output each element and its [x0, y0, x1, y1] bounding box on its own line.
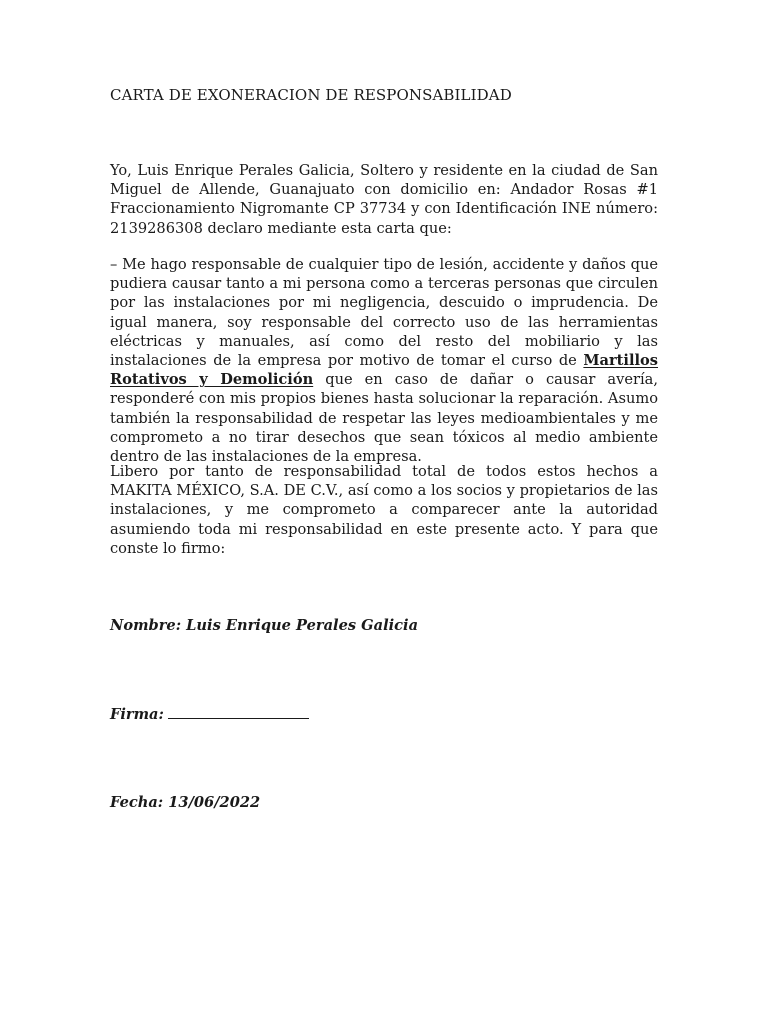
responsibility-text-end: que en caso de dañar o causar avería, responderé con mis propios bienes hasta solucionar la reparación. Asumo también la responsabilidad de respetar las leyes medioambientales y me comprometo a no tirar desechos que sean tóxicos al medio ambiente dentro de las instalaciones de la empresa.	[110, 371, 658, 466]
responsibility-text-start: – Me hago responsable de cualquier tipo de lesión, accidente y daños que pudiera causar tanto a mi persona como a terceras personas que circulen por las instalaciones por mi negligencia, descuido o imprudencia. De igual manera, soy responsable del correcto uso de las herramientas eléctricas y manuales, así como del resto del mobiliario y las instalaciones de la empresa por motivo de tomar el curso de	[110, 256, 658, 370]
signature-line	[110, 704, 309, 723]
course-name: Martillos Rotativos y Demolición	[110, 352, 658, 389]
release-paragraph: Libero por tanto de responsabilidad total de todos estos hechos a MAKITA MÉXICO, S.A. DE C.V., así como a los socios y propietarios de las instalaciones, y me comprometo a comparecer ante la autoridad asumiendo toda mi responsabilidad en este presente acto. Y para que conste lo firmo:	[110, 463, 658, 557]
signature-label: Firma:	[110, 706, 164, 723]
document-title: CARTA DE EXONERACION DE RESPONSABILIDAD	[110, 86, 512, 104]
signature-blank	[168, 704, 309, 719]
declaration-paragraph: Yo, Luis Enrique Perales Galicia, Soltero y residente en la ciudad de San Miguel de Allende, Guanajuato con domicilio en: Andador Rosas #1 Fraccionamiento Nigromante CP 37734 y con Identificación INE número: 2139286308 declaro mediante esta carta que:	[110, 162, 658, 237]
name-line: Nombre: Luis Enrique Perales Galicia	[110, 617, 419, 634]
responsibility-paragraph	[110, 255, 658, 466]
date-line: Fecha: 13/06/2022	[110, 794, 261, 811]
